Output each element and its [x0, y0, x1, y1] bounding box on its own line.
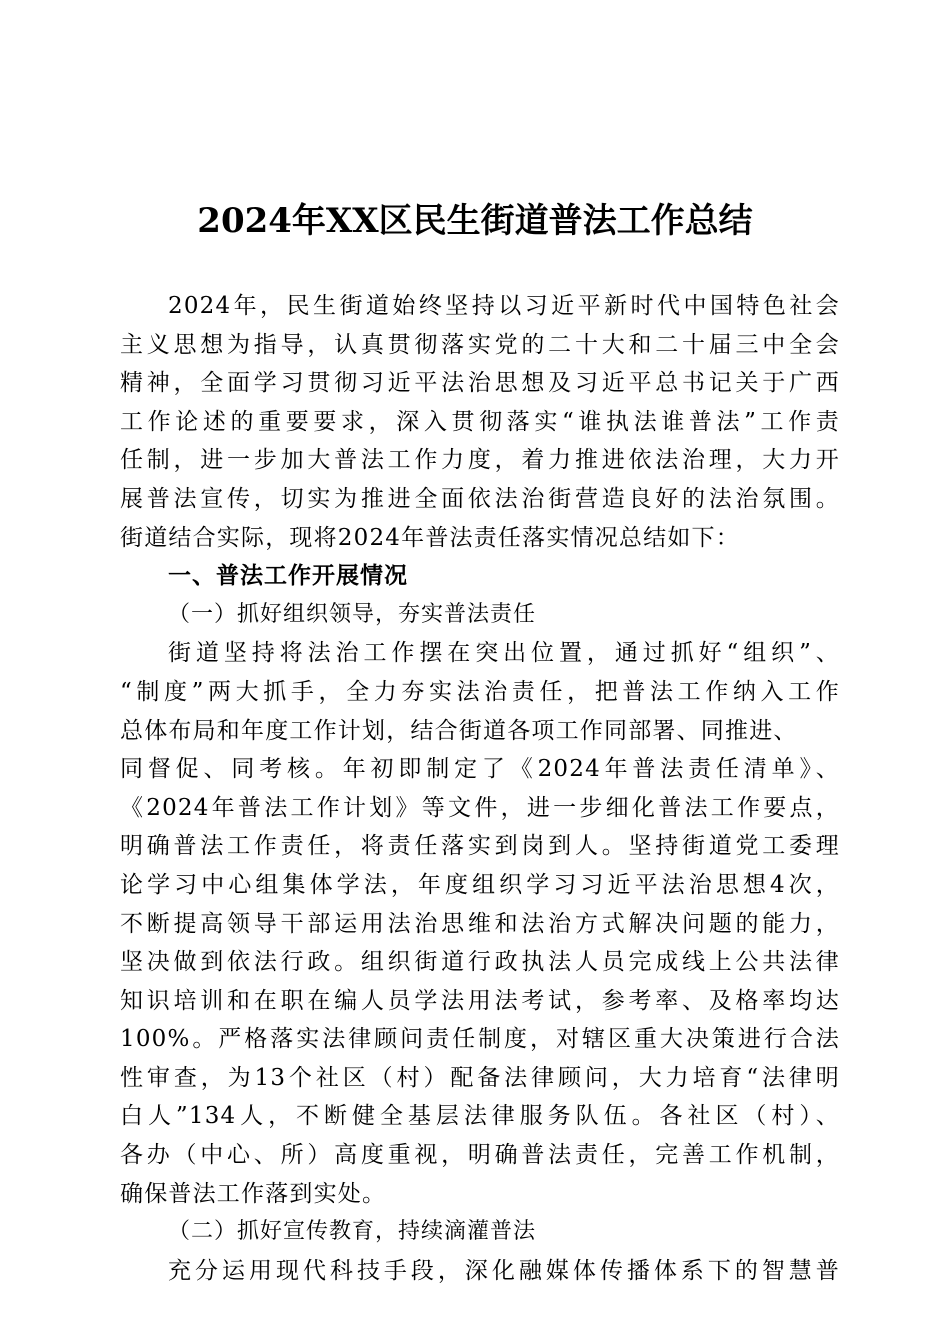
text-line: 100%。严格落实法律顾问责任制度，对辖区重大决策进行合法 [120, 1026, 840, 1053]
text-line: 工作论述的重要要求，深入贯彻落实“谁执法谁普法”工作责 [120, 408, 840, 435]
text-line: 《2024年普法工作计划》等文件，进一步细化普法工作要点， [120, 794, 840, 821]
document-title: 2024年XX区民生街道普法工作总结 [197, 201, 753, 241]
text-line: 展普法宣传，切实为推进全面依法治街营造良好的法治氛围。 [120, 485, 840, 512]
text-line: 街道结合实际，现将2024年普法责任落实情况总结如下： [120, 524, 740, 551]
text-line: 精神，全面学习贯彻习近平法治思想及习近平总书记关于广西 [120, 370, 840, 397]
subsection-heading: （一）抓好组织领导，夯实普法责任 [168, 601, 537, 627]
document-body [120, 287, 840, 1290]
text-line: 性审查，为13个社区（村）配备法律顾问，大力培育“法律明 [120, 1064, 840, 1091]
text-line: 街道坚持将法治工作摆在突出位置，通过抓好“组织”、 [168, 640, 840, 667]
section-heading: 一、普法工作开展情况 [168, 563, 408, 590]
text-line: 主义思想为指导，认真贯彻落实党的二十大和二十届三中全会 [120, 331, 840, 358]
text-line: 白人”134人，不断健全基层法律服务队伍。各社区（村）、 [120, 1103, 840, 1130]
text-line: 充分运用现代科技手段，深化融媒体传播体系下的智慧普 [168, 1257, 840, 1284]
text-line: 明确普法工作责任，将责任落实到岗到人。坚持街道党工委理 [120, 833, 840, 860]
text-line: 总体布局和年度工作计划，结合街道各项工作同部署、同推进、 [120, 717, 798, 744]
text-line: 任制，进一步加大普法工作力度，着力推进依法治理，大力开 [120, 447, 840, 474]
text-line: 2024年，民生街道始终坚持以习近平新时代中国特色社会 [168, 293, 840, 319]
text-line: 论学习中心组集体学法，年度组织学习习近平法治思想4次， [120, 871, 840, 898]
text-line: 知识培训和在职在编人员学法用法考试，参考率、及格率均达 [120, 987, 840, 1014]
text-line: “制度”两大抓手，全力夯实法治责任，把普法工作纳入工作 [120, 678, 840, 705]
text-line: 各办（中心、所）高度重视，明确普法责任，完善工作机制， [120, 1142, 840, 1169]
text-line: 坚决做到依法行政。组织街道行政执法人员完成线上公共法律 [120, 949, 840, 976]
subsection-heading: （二）抓好宣传教育，持续滴灌普法 [168, 1219, 537, 1245]
text-line: 不断提高领导干部运用法治思维和法治方式解决问题的能力， [120, 910, 840, 937]
text-line: 同督促、同考核。年初即制定了《2024年普法责任清单》、 [120, 756, 840, 783]
text-line: 确保普法工作落到实处。 [120, 1180, 387, 1207]
